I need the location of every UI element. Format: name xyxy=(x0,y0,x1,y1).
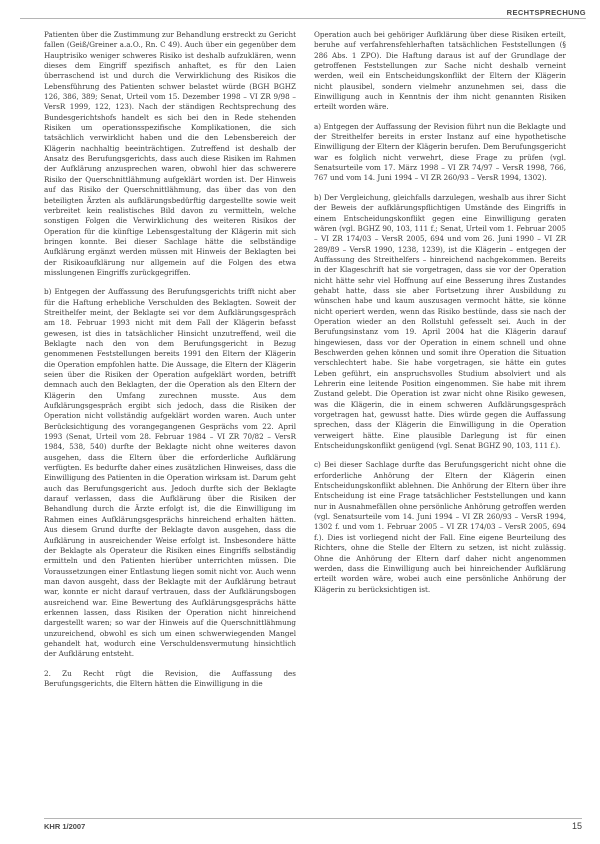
section-label: RECHTSPRECHUNG xyxy=(506,8,586,17)
paragraph: c) Bei dieser Sachlage durfte das Berufungsgericht nicht ohne die erforderliche Anhörung der Eltern der Klägerin einen Entscheidungskonflikt ablehnen. Die Anhörung der Eltern über ihre Entscheidung ist eine Frage tatsächlicher Feststellungen und kann nur in Ausnahmefällen ohne persönliche Anhörung getroffen werden (vgl. Senatsurteile vom 14. Juni 1994 – VI ZR 260/93 – VersR 1994, 1302 f. und vom 1. Februar 2005 – VI ZR 174/03 – VersR 2005, 694 f.). Dies ist vorliegend nicht der Fall. Eine eigene Beurteilung des Richters, ohne die Stelle der Eltern zu setzen, ist nicht zulässig. Ohne die Anhörung der Eltern darf daher nicht angenommen werden, dass die Einwilligung auch bei hinreichender Aufklärung erteilt worden wäre, wobei auch eine persönliche Anhörung der Klägerin zu berücksichtigen ist. xyxy=(314,460,566,594)
footer-rule xyxy=(44,818,582,819)
paragraph: b) Der Vergleichung, gleichfalls darzulegen, weshalb aus ihrer Sicht der Beweis der aufklärungspflichtigen Umstände des Eingriffs in einem Entscheidungskonflikt gegen eine Einwilligung geraten wären (vgl. BGHZ 90, 103, 111 f.; Senat, Urteil vom 1. Februar 2005 – VI ZR 174/03 – VersR 2005, 694 und vom 26. Juni 1990 – VI ZR 289/89 – VersR 1990, 1238, 1239), ist die Klägerin – entgegen der Auffassung des Streithelfers – hinreichend nachgekommen. Bereits in der Klageschrift hat sie vorgetragen, dass sie vor der Operation nicht hätte sehr viel Hoffnung auf eine Besserung ihres Zustandes gehabt hatte, dass sie aber Fortsetzung ihrer Ausbildung zu wünschen habe und kaum auszusagen vermocht hätte, sie könne nicht operiert werden, wenn das Risiko bestünde, dass sie nach der Operation wieder an den Rollstuhl gefesselt sei. Auch in der Berufungsinstanz vom 19. April 2004 hat die Klägerin darauf hingewiesen, dass vor der Operation in einem schnell und ohne Beschwerden gehen können und somit ihre Operation die Situation verschlechtert habe. Sie habe vorgetragen, sie hätte ein gutes Leben geführt, ein anspruchsvolles Studium absolviert und als Lehrerin eine leitende Position eingenommen. Sie habe mit ihrem Zustand gelebt. Die Operation ist zwar nicht ohne Risiko gewesen, was die Klägerin, die in einem schweren Aufklärungsgespräch vorgetragen hat, gewusst hatte. Dies würde gegen die Auffassung sprechen, dass der Klägerin die Einwilligung in die Operation verweigert hätte. Eine plausible Darlegung ist für einen Entscheidungskonflikt genügend (vgl. Senat BGHZ 90, 103, 111 f.). xyxy=(314,192,566,451)
header-rule xyxy=(20,18,586,19)
paragraph: 2. Zu Recht rügt die Revision, die Auffassung des Berufungsgerichts, die Eltern hätten die Einwilligung in die xyxy=(44,668,296,688)
left-column xyxy=(44,30,296,698)
page-footer xyxy=(44,818,582,836)
page-header xyxy=(0,0,600,22)
paragraph: b) Entgegen der Auffassung des Berufungsgerichts trifft nicht aber für die Haftung erhebliche Verschulden des Beklagten. Soweit der Streithelfer meint, der Beklagte sei vor dem Aufklärungsgespräch am 18. Februar 1993 nicht mit dem Fall der Klägerin befasst gewesen, ist dies in tatsächlicher Hinsicht unzutreffend, weil die Beklagte nach den von dem Berufungsgericht in Bezug genommenen Feststellungen bereits 1991 den Eltern der Klägerin die Operation empfohlen hatte. Die Aussage, die Eltern der Klägerin seien über die Risiken der Operation aufgeklärt worden, betrifft demnach auch den Beklagten, der die Operation als den Eltern der Klägerin den Umfang zurechnen musste. Aus dem Aufklärungsgespräch ergibt sich jedoch, dass die Risiken der Operation nicht vollständig aufgeklärt worden waren. Auch unter Berücksichtigung des vorangegangenen Gesprächs vom 22. April 1993 (Senat, Urteil vom 28. Februar 1984 – VI ZR 70/82 – VersR 1984, 538, 540) durfte der Beklagte nicht ohne weiteres davon ausgehen, dass die Eltern über die erforderliche Aufklärung verfügten. Es bedurfte daher eines zusätzlichen Hinweises, dass die Einwilligung des Patienten in die Operation wirksam ist. Darum geht auch das Berufungsgericht aus. Jedoch durfte sich der Beklagte darauf verlassen, dass die Aufklärung über die Risiken der Behandlung durch die Ärzte erfolgt ist, die die Einwilligung im Rahmen eines Aufklärungsgesprächs hinreichend erhalten hätten. Aus diesem Grund durfte der Beklagte davon ausgehen, dass die Aufklärung in ausreichender Weise erfolgt ist. Insbesondere hätte der Beklagte als Operateur die Risiken eines Eingriffs selbständig ermitteln und den Patienten hierüber unterrichten müssen. Die Voraussetzungen einer Entlastung liegen somit nicht vor. Auch wenn man davon ausgeht, dass der Beklagte mit der Aufklärung betraut war, konnte er nicht darauf vertrauen, dass der Aufklärungsbogen ausreichend war. Eine Bewertung des Aufklärungsgesprächs hätte erkennen lassen, dass Risiken der Operation nicht hinreichend dargestellt waren; so war der Hinweis auf die Querschnittlähmung unzureichend, obwohl es sich um einen schwerwiegenden Mangel gehandelt hat, wodurch eine Verschuldensvermutung hinsichtlich der Aufklärung entsteht. xyxy=(44,287,296,659)
paragraph: Patienten über die Zustimmung zur Behandlung erstreckt zu Gericht fallen (Geiß/Greiner a.a.O., Rn. C 49). Auch über ein gegenüber dem Hauptrisiko weniger schweres Risiko ist deshalb aufzuklären, wenn dieses dem Eingriff spezifisch anhaftet, es für den Laien überraschend ist und durch die Verwirklichung des Risikos die Lebensführung des Patienten schwer belastet würde (BGH BGHZ 126, 386, 389; Senat, Urteil vom 15. Dezember 1998 – VI ZR 9/98 – VersR 1999, 122, 123). Nach der ständigen Rechtsprechung des Bundesgerichtshofs handelt es sich bei den in Rede stehenden Risiken um operationsspezifische Komplikationen, die sich tatsächlich verwirklicht haben und die den Lebensbereich der Klägerin nachhaltig beeinträchtigen. Zutreffend ist deshalb der Ansatz des Berufungsgerichts, dass auch diese Risiken im Rahmen der Aufklärung anzusprechen waren, obwohl hier das schwerere Risiko der Querschnittlähmung aufgeklärt worden ist. Der Hinweis auf das Risiko der Querschnittlähmung, das über das von den beteiligten Ärzten als aufklärungsbedürftig dargestellte sowie weit verbreitet kein realistisches Bild davon zu vermitteln, welche sonstigen Folgen die Verwirklichung des weiteren Risikos der Operation für die künftige Lebensgestaltung der Klägerin mit sich bringen konnte. Bei dieser Sachlage hätte die selbständige Aufklärung ergänzt werden müssen mit Hinweis der Beklagten bei der Risikoaufklärung nur allgemein auf die Folgen des etwa misslungenen Eingriffs zurückgegriffen. xyxy=(44,30,296,277)
page-number: 15 xyxy=(571,821,582,831)
paragraph: a) Entgegen der Auffassung der Revision führt nun die Beklagte und der Streithelfer bereits in erster Instanz auf eine hypothetische Einwilligung der Eltern der Klägerin berufen. Dem Berufungsgericht war es folglich nicht verwehrt, diese Frage zu prüfen (vgl. Senatsurteile vom 17. März 1998 – VI ZR 74/97 – VersR 1998, 766, 767 und vom 14. Juni 1994 – VI ZR 260/93 – VersR 1994, 1302). xyxy=(314,121,566,183)
paragraph: Operation auch bei gehöriger Aufklärung über diese Risiken erteilt, beruhe auf verfahrensfehlerhaften tatsächlichen Feststellungen (§ 286 Abs. 1 ZPO). Die Haftung daraus ist auf der Grundlage der getroffenen Feststellungen zur Sache nicht deshalb verneint werden, weil ein Entscheidungskonflikt der Eltern der Klägerin nicht plausibel, sondern vielmehr anzunehmen sei, dass die Einwilligung auch in Kenntnis der ihm nicht genannten Risiken erteilt worden wäre. xyxy=(314,30,566,112)
journal-label: KHR 1/2007 xyxy=(44,822,86,831)
right-column xyxy=(314,30,566,604)
